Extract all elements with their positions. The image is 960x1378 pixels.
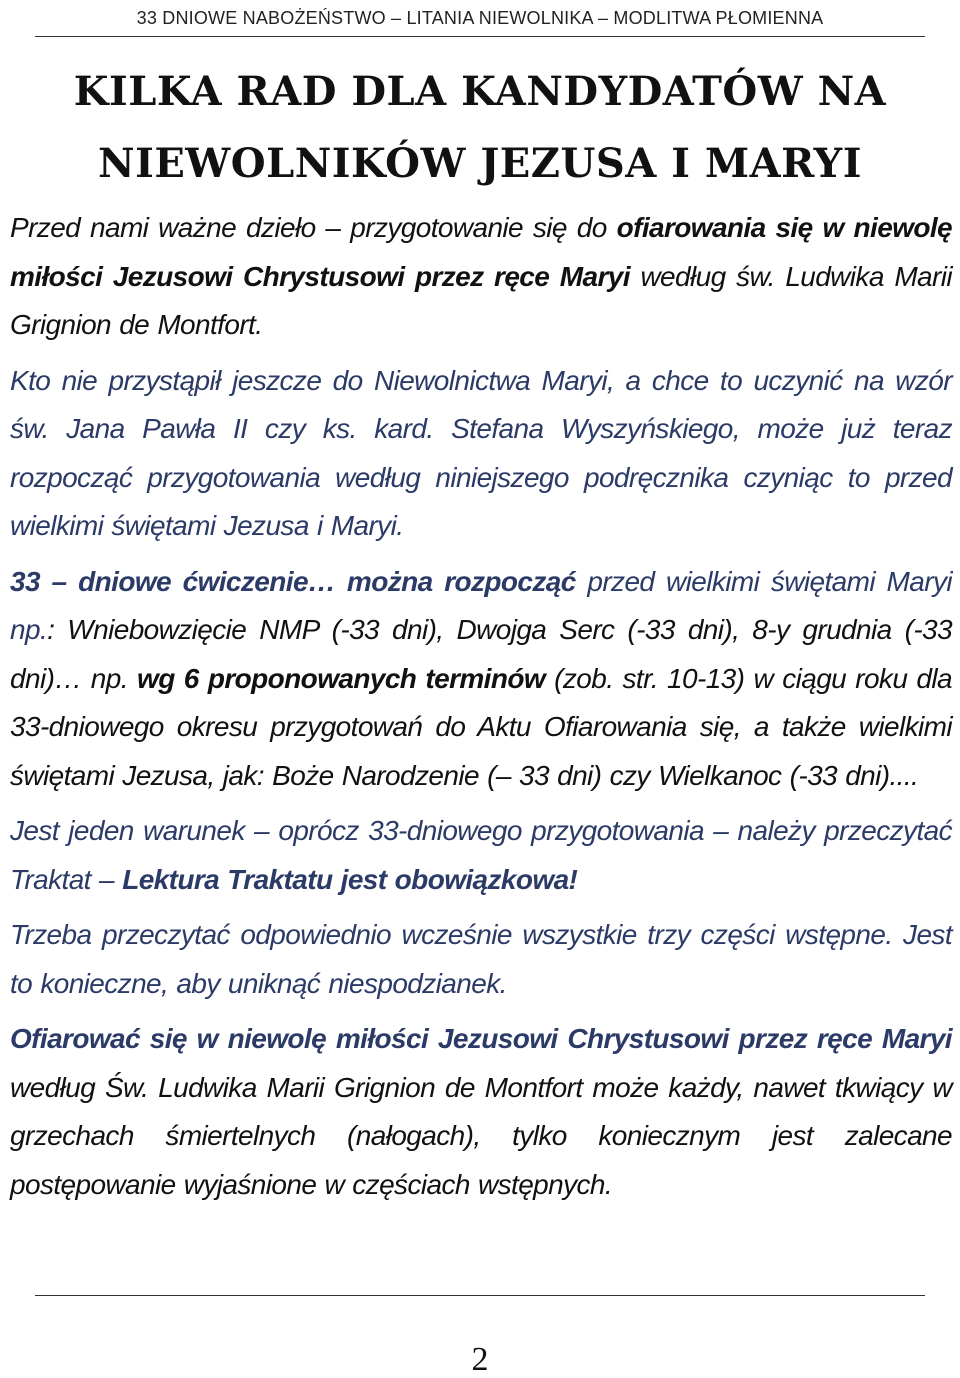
paragraph-6-text: według Św. Ludwika Marii Grignion de Montfort może każdy, nawet tkwiący w grzechach śmiertelnych (nałogach), tylko koniecznym jest zalecane postępowanie wyjaśnione w częściach wstępnych. <box>10 1071 952 1200</box>
paragraph-6 <box>10 1015 952 1209</box>
body-text <box>10 204 952 1216</box>
paragraph-1-text-end: według św. Ludwika Marii Grignion de Montfort. <box>10 260 952 340</box>
paragraph-1 <box>10 204 952 350</box>
paragraph-5-text: Trzeba przeczytać odpowiednio wcześnie wszystkie trzy części wstępne. Jest to konieczne, aby uniknąć niespodzianek. <box>10 919 952 999</box>
paragraph-3-emphasis-2: wg 6 proponowanych terminów <box>137 662 546 694</box>
page-title-line-1: KILKA RAD DLA KANDYDATÓW NA <box>73 68 887 115</box>
paragraph-3-text-end: (zob. str. 10-13) w ciągu roku dla 33-dniowego okresu przygotowań do Aktu Ofiarowania się, a także wielkimi świętami Jezusa, jak: Boże Narodzenie (– 33 dni) czy Wielkanoc (-33 dni).... <box>10 662 952 791</box>
paragraph-3-emphasis: 33 – dniowe ćwiczenie… można rozpocząć <box>10 565 576 597</box>
page-number: 2 <box>471 1341 489 1378</box>
footer-divider <box>35 1295 925 1296</box>
paragraph-6-emphasis: Ofiarować się w niewolę miłości Jezusowi Chrystusowi przez ręce Maryi <box>10 1023 952 1054</box>
paragraph-4-text: Jest jeden warunek – oprócz 33-dniowego przygotowania – należy przeczytać Traktat – <box>10 815 952 895</box>
paragraph-4-emphasis: Lektura Traktatu jest obowiązkowa! <box>122 863 578 895</box>
paragraph-5 <box>10 911 952 1008</box>
header-divider <box>35 36 925 37</box>
paragraph-1-text: Przed nami ważne dzieło – przygotowanie się do <box>10 212 617 243</box>
paragraph-3 <box>10 558 952 801</box>
page-title <box>0 56 960 200</box>
running-header: 33 DNIOWE NABOŻEŃSTWO – LITANIA NIEWOLNIKA – MODLITWA PŁOMIENNA <box>136 8 824 28</box>
page-title-line-2: NIEWOLNIKÓW JEZUSA I MARYI <box>98 140 862 187</box>
paragraph-4 <box>10 807 952 904</box>
paragraph-2-text: Kto nie przystąpił jeszcze do Niewolnictwa Maryi, a chce to uczynić na wzór św. Jana Pawła II czy ks. kard. Stefana Wyszyńskiego, może już teraz rozpocząć przygotowania według niniejszego podręcznika czyniąc to przed wielkimi świętami Jezusa i Maryi. <box>10 364 952 541</box>
paragraph-1-emphasis: ofiarowania się w niewolę miłości Jezusowi Chrystusowi przez ręce Maryi <box>10 212 952 292</box>
paragraph-3-text: : Wniebowzięcie NMP (-33 dni), Dwojga Serc (-33 dni), 8-y grudnia (-33 dni)… np. <box>10 614 952 694</box>
paragraph-3-text-blue: przed wielkimi świętami Maryi np. <box>10 565 952 645</box>
paragraph-2 <box>10 357 952 551</box>
